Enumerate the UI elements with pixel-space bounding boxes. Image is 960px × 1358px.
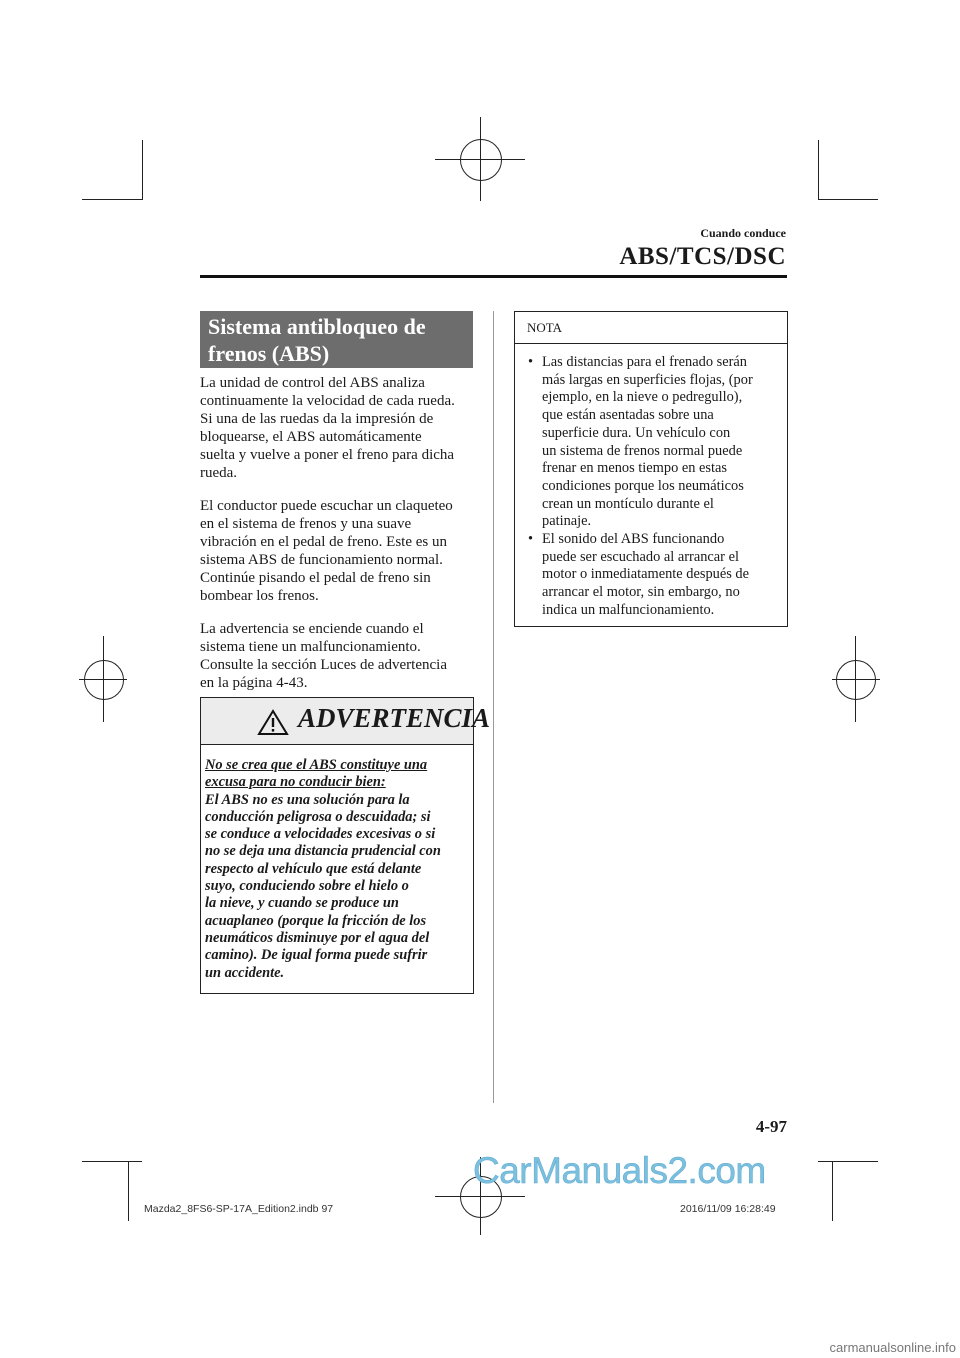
note-header: [515, 312, 787, 344]
note-box: [514, 311, 788, 627]
paragraph-brake-noise: El conductor puede escuchar un claqueteo en el sistema de frenos y una suave vibración en el pedal de freno. Este es un sistema ABS de funcionamiento normal. Continúe pisando el pedal de freno sin bombear los frenos.: [200, 498, 453, 604]
warning-body: [205, 757, 471, 982]
warning-triangle-icon: [257, 709, 289, 736]
bullet-icon: •: [528, 354, 534, 370]
footer-site-link[interactable]: carmanualsonline.info: [829, 1340, 956, 1355]
column-divider: [493, 311, 494, 1103]
warning-box: [200, 697, 491, 994]
footer-filename: Mazda2_8FS6-SP-17A_Edition2.indb 97: [144, 1203, 334, 1215]
note-title: NOTA: [527, 320, 563, 335]
warning-title: ADVERTENCIA: [298, 703, 491, 733]
note-item: [528, 354, 778, 531]
warning-lead: No se crea que el ABS constituye una excusa para no conducir bien:: [205, 757, 428, 791]
paragraph-abs-control: La unidad de control del ABS analiza continuamente la velocidad de cada rueda. Si una de las ruedas da la impresión de bloquearse, el ABS automáticamente suelta y vuelve a poner el freno para dicha rueda.: [200, 375, 455, 481]
warning-text: El ABS no es una solución para la conducción peligrosa o descuidada; si se conduce a velocidades excesivas o si no se deja una distancia prudencial con respecto al vehículo que está delante suyo, conduciendo sobre el hielo o la nieve, y cuando se produce un acuaplaneo (porque la fricción de los neumáticos disminuye por el agua del camino). De igual forma puede sufrir un accidente.: [205, 791, 441, 981]
note-item-text: El sonido del ABS funcionando puede ser escuchado al arrancar el motor o inmediatamente después de arrancar el motor, sin embargo, no indica un malfuncionamiento.: [542, 531, 750, 618]
bullet-icon: •: [528, 531, 534, 547]
page-number: 4-97: [755, 1117, 787, 1136]
header-rule: [200, 275, 787, 278]
watermark-logo: CarManuals2.com: [473, 1150, 766, 1191]
section-heading: Sistema antibloqueo de frenos (ABS): [200, 311, 473, 368]
paragraph-warning-light: La advertencia se enciende cuando el sistema tiene un malfuncionamiento. Consulte la sección Luces de advertencia en la página 4-43.: [200, 621, 447, 691]
note-item: [528, 531, 778, 620]
section-label: Cuando conduce: [700, 226, 786, 240]
page-title: ABS/TCS/DSC: [619, 243, 786, 270]
footer-timestamp: 2016/11/09 16:28:49: [680, 1203, 776, 1215]
warning-header: [201, 698, 491, 745]
note-item-text: Las distancias para el frenado serán más largas en superficies flojas, (por ejemplo, en la nieve o pedregullo), que están asentadas sobre una superficie dura. Un vehículo con un sistema de frenos normal puede frenar en menos tiempo en estas condiciones porque los neumáticos crean un montículo durante el patinaje.: [542, 354, 753, 530]
